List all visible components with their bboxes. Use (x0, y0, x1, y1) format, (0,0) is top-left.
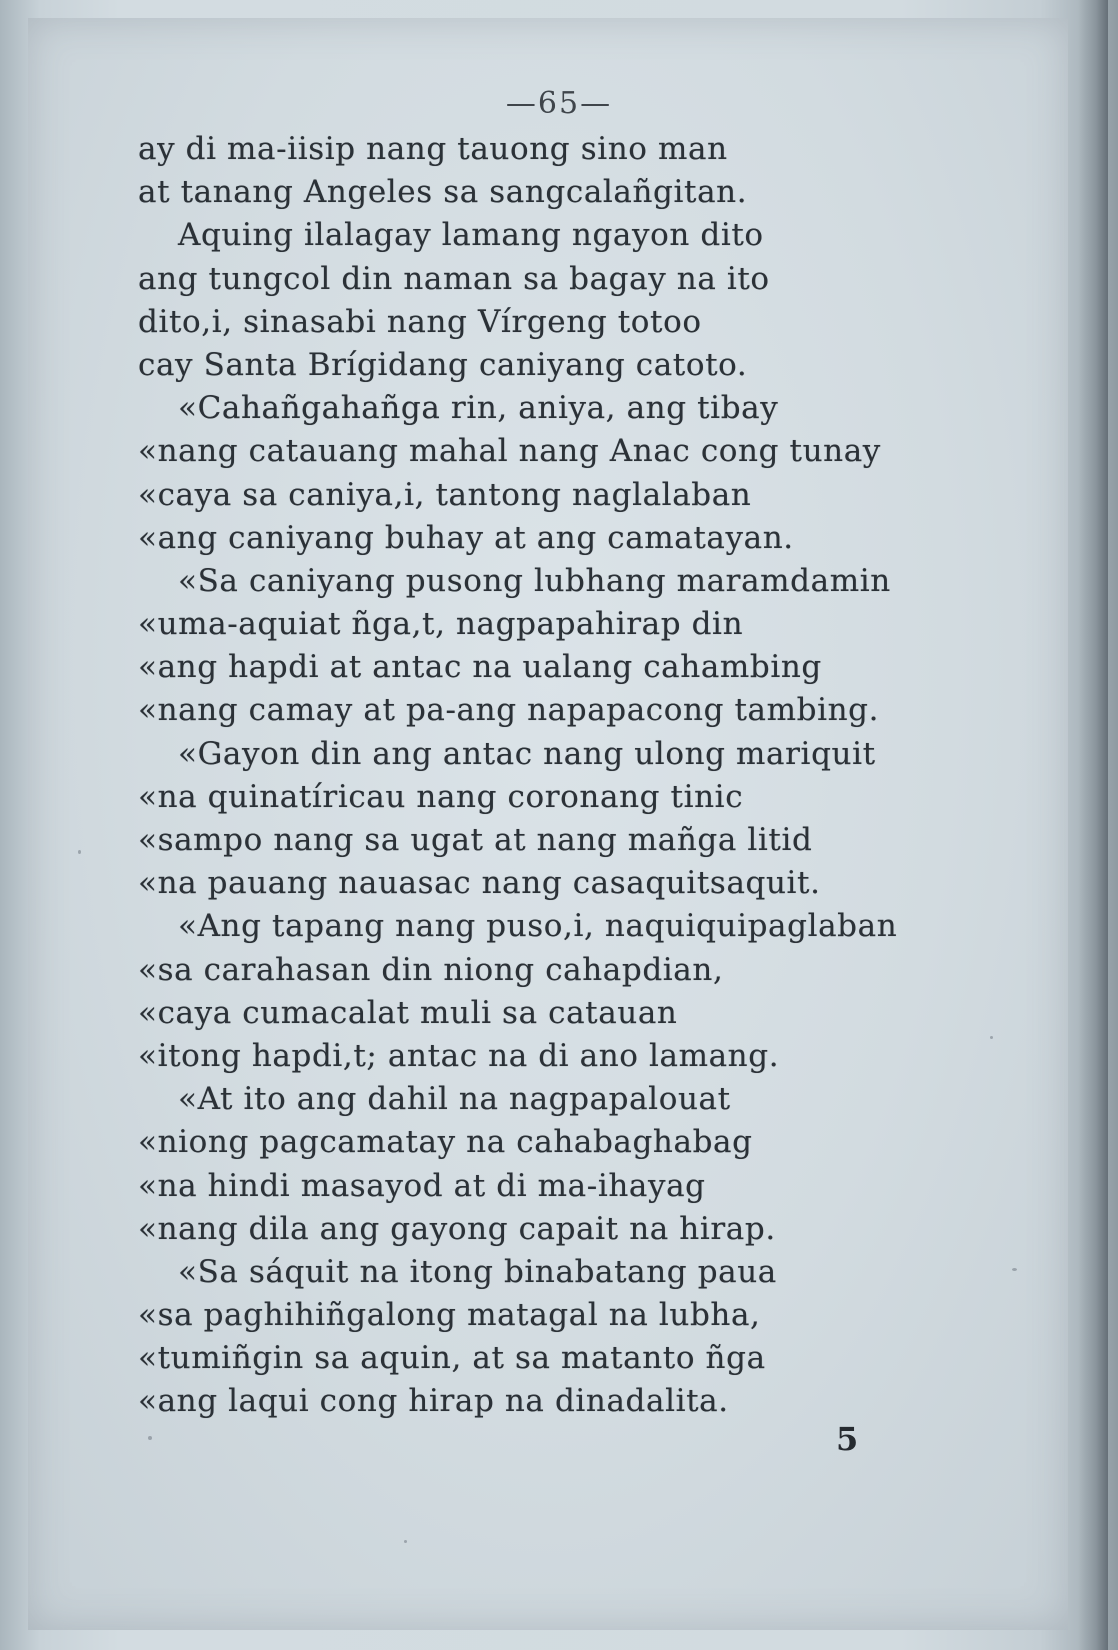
text-line: «tumiñgin sa aquin, at sa matanto ñga (138, 1340, 766, 1377)
text-line: «na quinatíricau nang coronang tinic (138, 778, 744, 815)
page-edge-shadow (1078, 0, 1108, 1650)
text-line: «nang catauang mahal nang Anac cong tunay (138, 433, 881, 470)
text-line: «ang laqui cong hirap na dinadalita. (138, 1383, 729, 1420)
text-line: ay di ma-iisip nang tauong sino man (138, 131, 728, 167)
text-line: «na pauang nauasac nang casaquitsaquit. (138, 865, 821, 902)
text-line: «itong hapdi,t; antac na di ano lamang. (138, 1037, 780, 1074)
text-line: «sa paghihiñgalong matagal na lubha, (138, 1297, 761, 1334)
text-line: «sampo nang sa ugat at nang mañga litid (138, 822, 813, 858)
text-line: «niong pagcamatay na cahabaghabag (138, 1124, 753, 1161)
text-line: «ang caniyang buhay at ang camatayan. (138, 519, 794, 556)
signature-mark: 5 (836, 1420, 859, 1458)
text-line: at tanang Angeles sa sangcalañgitan. (138, 174, 748, 211)
text-line: cay Santa Brígidang caniyang catoto. (138, 346, 748, 383)
text-line: «ang hapdi at antac na ualang cahambing (138, 649, 822, 686)
text-line: «Cahañgahañga rin, aniya, ang tibay (178, 390, 779, 427)
text-line: «Ang tapang nang puso,i, naquiquipaglaban (178, 908, 898, 945)
page-number-header: —65— (505, 86, 613, 121)
text-line: «na hindi masayod at di ma-ihayag (138, 1167, 706, 1204)
paper-speck (148, 1436, 152, 1440)
text-line: «Sa sáquit na itong binabatang paua (178, 1253, 777, 1290)
text-line: «caya sa caniya,i, tantong naglalaban (138, 476, 752, 513)
text-line: «Sa caniyang pusong lubhang maramdamin (178, 562, 891, 599)
paper-speck (404, 1540, 407, 1543)
text-line: «nang camay at pa-ang napapacong tambing. (138, 692, 880, 729)
text-line: «Gayon din ang antac nang ulong mariquit (178, 735, 876, 772)
text-line: «uma-aquiat ñga,t, nagpapahirap din (138, 606, 744, 643)
text-line: «At ito ang dahil na nagpapalouat (178, 1081, 731, 1118)
text-line: «caya cumacalat muli sa catauan (138, 994, 678, 1031)
paper-speck (78, 850, 81, 854)
text-line: dito,i, sinasabi nang Vírgeng totoo (138, 303, 702, 340)
text-line: ang tungcol din naman sa bagay na ito (138, 260, 770, 297)
poem-text-block (138, 128, 1018, 1424)
text-line: Aquing ilalagay lamang ngayon dito (178, 217, 764, 254)
text-line: «sa carahasan din niong cahapdian, (138, 951, 724, 988)
text-line: «nang dila ang gayong capait na hirap. (138, 1210, 776, 1247)
